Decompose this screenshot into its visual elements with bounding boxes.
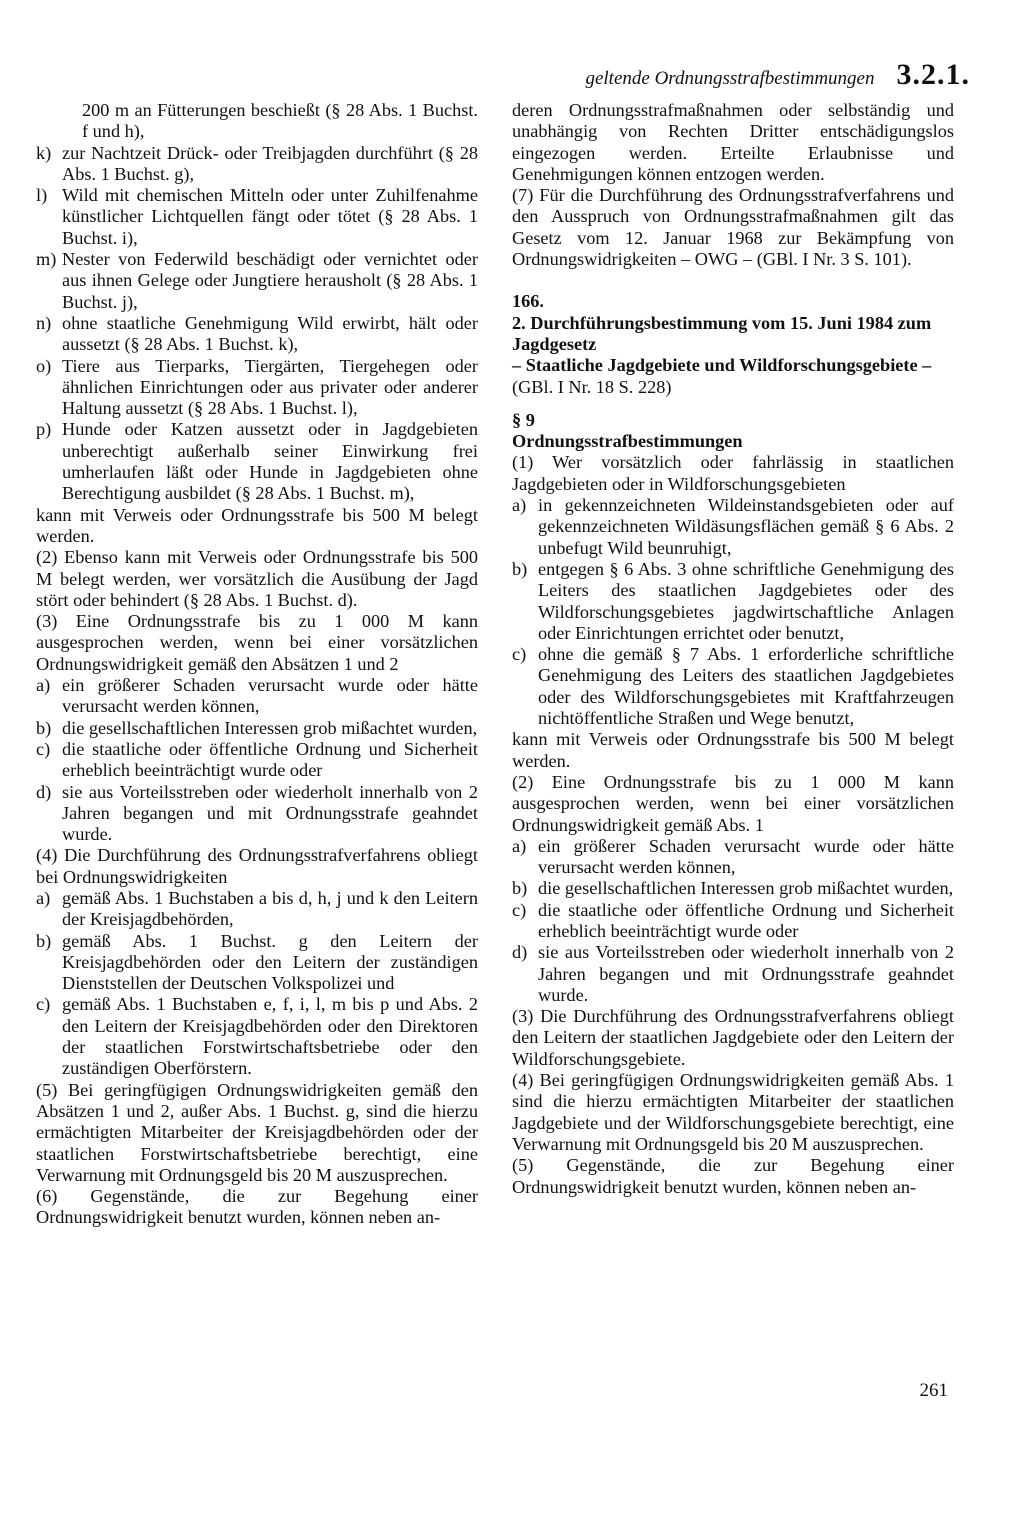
list-label: o) — [36, 355, 52, 376]
list-label: n) — [36, 312, 52, 333]
document-subtitle: – Staatliche Jagdgebiete und Wildforschungsgebiete – — [512, 355, 932, 376]
list-item-n — [36, 313, 478, 356]
list-text: Hunde oder Katzen aussetzt oder in Jagdgebieten unberechtigt außerhalb seiner Einwirkung frei umherlaufen läßt oder Hunde in Jagdgebieten ohne Berechtigung ausbildet (§ 28 Abs. 1 Buchst. m), — [62, 419, 478, 504]
list-text: ein größerer Schaden verursacht wurde oder hätte verursacht werden können, — [538, 835, 954, 878]
list-text: ohne die gemäß § 7 Abs. 1 erforderliche schriftliche Genehmigung des Leiters des staatlichen Jagdgebietes oder des Wildforschungsgebietes mit Kraftfahrzeugen nichtöffentliche Straßen und Wege benutzt, — [538, 644, 954, 729]
list-label: b) — [512, 878, 528, 899]
document-reference: (GBl. I Nr. 18 S. 228) — [512, 376, 672, 397]
list-label: a) — [512, 835, 527, 856]
document-title: 2. Durchführungsbestimmung vom 15. Juni 1984 zum Jagdgesetz — [512, 312, 932, 354]
paragraph-5: (5) Gegenstände, die zur Begehung einer Ordnungswidrigkeit benutzt wurden, können neben an- — [512, 1155, 954, 1197]
list-label: c) — [512, 899, 527, 920]
list-label: k) — [36, 142, 52, 163]
spacer — [512, 398, 954, 410]
paragraph-3: (3) Die Durchführung des Ordnungsstrafverfahrens obliegt den Leitern der staatlichen Jagdgebiete oder den Leitern der Wildforschungsgebiete. — [512, 1006, 954, 1069]
list-label: m) — [36, 249, 57, 270]
list-text: in gekennzeichneten Wildeinstandsgebieten oder auf gekennzeichneten Wildäsungsflächen gemäß § 6 Abs. 2 unbefugt Wild beunruhigt, — [538, 495, 954, 558]
list-text: Tiere aus Tierparks, Tiergärten, Tiergehegen oder ähnlichen Einrichtungen oder aus privater oder anderer Haltung aussetzt (§ 28 Abs. 1 Buchst. l), — [62, 355, 478, 419]
paragraph-6-continuation: deren Ordnungsstrafmaßnahmen oder selbständig und unabhängig von Rechten Dritter entschädigungslos eingezogen werden. Erteilte Erlaubnisse und Genehmigungen können entzogen werden. — [512, 100, 954, 184]
list-item-c — [512, 900, 954, 943]
paragraph-2: (2) Ebenso kann mit Verweis oder Ordnungsstrafe bis 500 M belegt werden, wer vorsätzlich die Ausübung der Jagd stört oder behindert (§ 28 Abs. 1 Buchst. d). — [36, 547, 478, 610]
list-item-o — [36, 356, 478, 420]
section-heading: Ordnungsstrafbestimmungen — [512, 431, 743, 452]
list-item-b — [512, 878, 954, 899]
list-label: b) — [36, 717, 52, 738]
list-item-c — [512, 644, 954, 729]
paragraph-3: (3) Eine Ordnungsstrafe bis zu 1 000 M kann ausgesprochen werden, wenn bei einer vorsätzlichen Ordnungswidrigkeit gemäß den Absätzen 1 und 2 — [36, 611, 478, 674]
list-item-k — [36, 143, 478, 186]
list-text: sie aus Vorteilsstreben oder wiederholt innerhalb von 2 Jahren begangen und mit Ordnungsstrafe geahndet wurde. — [538, 942, 954, 1005]
list-item-c — [36, 994, 478, 1079]
list-text: die staatliche oder öffentliche Ordnung und Sicherheit erheblich beeinträchtigt wurde oder — [62, 738, 478, 781]
list-item-continuation: 200 m an Fütterungen beschießt (§ 28 Abs. 1 Buchst. f und h), — [82, 100, 478, 142]
section-paragraph-number: § 9 — [512, 409, 535, 430]
list-item-a — [36, 888, 478, 931]
list-label: b) — [512, 558, 528, 579]
list-label: a) — [36, 887, 51, 908]
list-label: b) — [36, 930, 52, 951]
list-text: gemäß Abs. 1 Buchstaben a bis d, h, j und k den Leitern der Kreisjagdbehörden, — [62, 887, 478, 930]
list-text: ohne staatliche Genehmigung Wild erwirbt, hält oder aussetzt (§ 28 Abs. 1 Buchst. k), — [62, 312, 478, 355]
spacer — [512, 270, 954, 291]
paragraph-5: (5) Bei geringfügigen Ordnungswidrigkeiten gemäß den Absätzen 1 und 2, außer Abs. 1 Buchst. g, sind die hierzu ermächtigten Mitarbeiter der Kreisjagdbehörden oder der staatlichen Forstwirtschaftsbetriebe berechtigt, eine Verwarnung mit Ordnungsgeld bis 20 M auszusprechen. — [36, 1079, 478, 1185]
list-label: c) — [36, 994, 51, 1015]
list-label: d) — [512, 942, 528, 963]
list-text: die staatliche oder öffentliche Ordnung und Sicherheit erheblich beeinträchtigt wurde oder — [538, 899, 954, 941]
list-label: p) — [36, 419, 52, 440]
list-label: c) — [512, 644, 527, 665]
list-text: die gesellschaftlichen Interessen grob mißachtet wurden, — [538, 878, 954, 899]
list-item-d — [36, 782, 478, 846]
paragraph-7: (7) Für die Durchführung des Ordnungsstrafverfahrens und den Ausspruch von Ordnungsstrafmaßnahmen gilt das Gesetz vom 12. Januar 1968 zur Bekämpfung von Ordnungswidrigkeiten – OWG – (GBl. I Nr. 3 S. 101). — [512, 185, 954, 270]
list-text: die gesellschaftlichen Interessen grob mißachtet wurden, — [62, 717, 478, 738]
list-item-c — [36, 739, 478, 782]
list-text: zur Nachtzeit Drück- oder Treibjagden durchführt (§ 28 Abs. 1 Buchst. g), — [62, 142, 478, 184]
list-item-b — [512, 559, 954, 644]
paragraph-1: (1) Wer vorsätzlich oder fahrlässig in staatlichen Jagdgebieten oder in Wildforschungsgebieten — [512, 452, 954, 494]
list-item-m — [36, 249, 478, 313]
penalty-clause: kann mit Verweis oder Ordnungsstrafe bis 500 M belegt werden. — [36, 504, 478, 546]
paragraph-4: (4) Bei geringfügigen Ordnungswidrigkeiten gemäß Abs. 1 sind die hierzu ermächtigten Mitarbeiter der staatlichen Jagdgebiete und der Wildforschungsgebiete berechtigt, eine Verwarnung mit Ordnungsgeld bis 20 M auszusprechen. — [512, 1070, 954, 1154]
list-text: Nester von Federwild beschädigt oder vernichtet oder aus ihnen Gelege oder Jungtiere herausholt (§ 28 Abs. 1 Buchst. j), — [62, 249, 478, 312]
section-title: geltende Ordnungsstrafbestimmungen — [585, 68, 875, 89]
list-item-l — [36, 185, 478, 249]
list-text: gemäß Abs. 1 Buchstaben e, f, i, l, m bis p und Abs. 2 den Leitern der Kreisjagdbehörden oder den Direktoren der staatlichen Forstwirtschaftsbetriebe oder den zuständigen Oberförstern. — [62, 994, 478, 1079]
running-header — [530, 50, 970, 90]
list-item-a — [512, 495, 954, 559]
list-item-a — [36, 675, 478, 718]
page-number: 261 — [919, 1380, 948, 1401]
list-item-b — [36, 718, 478, 739]
list-label: d) — [36, 781, 52, 802]
list-label: a) — [512, 495, 527, 516]
list-text: sie aus Vorteilsstreben oder wiederholt innerhalb von 2 Jahren begangen und mit Ordnungsstrafe geahndet wurde. — [62, 781, 478, 845]
paragraph-6: (6) Gegenstände, die zur Begehung einer Ordnungswidrigkeit benutzt wurden, können neben an- — [36, 1186, 478, 1228]
left-column — [36, 100, 478, 1229]
penalty-clause: kann mit Verweis oder Ordnungsstrafe bis 500 M belegt werden. — [512, 729, 954, 771]
list-text: entgegen § 6 Abs. 3 ohne schriftliche Genehmigung des Leiters des staatlichen Jagdgebietes oder des Wildforschungsgebietes jagdwirtschaftliche Anlagen oder Einrichtungen errichtet oder benutzt, — [538, 558, 954, 643]
list-text: ein größerer Schaden verursacht wurde oder hätte verursacht werden können, — [62, 675, 478, 717]
paragraph-4: (4) Die Durchführung des Ordnungsstrafverfahrens obliegt bei Ordnungswidrigkeiten — [36, 845, 478, 887]
document-number: 166. — [512, 291, 544, 312]
list-item-p — [36, 419, 478, 504]
list-item-a — [512, 836, 954, 879]
list-label: c) — [36, 738, 51, 759]
list-item-d — [512, 942, 954, 1006]
list-item-b — [36, 931, 478, 995]
paragraph-2: (2) Eine Ordnungsstrafe bis zu 1 000 M kann ausgesprochen werden, wenn bei einer vorsätzlichen Ordnungswidrigkeit gemäß Abs. 1 — [512, 771, 954, 835]
list-text: gemäß Abs. 1 Buchst. g den Leitern der Kreisjagdbehörden oder den Leitern der zuständigen Dienststellen der Deutschen Volkspolizei und — [62, 930, 478, 994]
list-text: Wild mit chemischen Mitteln oder unter Zuhilfenahme künstlicher Lichtquellen fängt oder tötet (§ 28 Abs. 1 Buchst. i), — [62, 185, 478, 248]
list-label: l) — [36, 185, 48, 206]
right-column — [512, 100, 954, 1198]
list-label: a) — [36, 675, 51, 696]
section-number: 3.2.1. — [896, 58, 970, 91]
